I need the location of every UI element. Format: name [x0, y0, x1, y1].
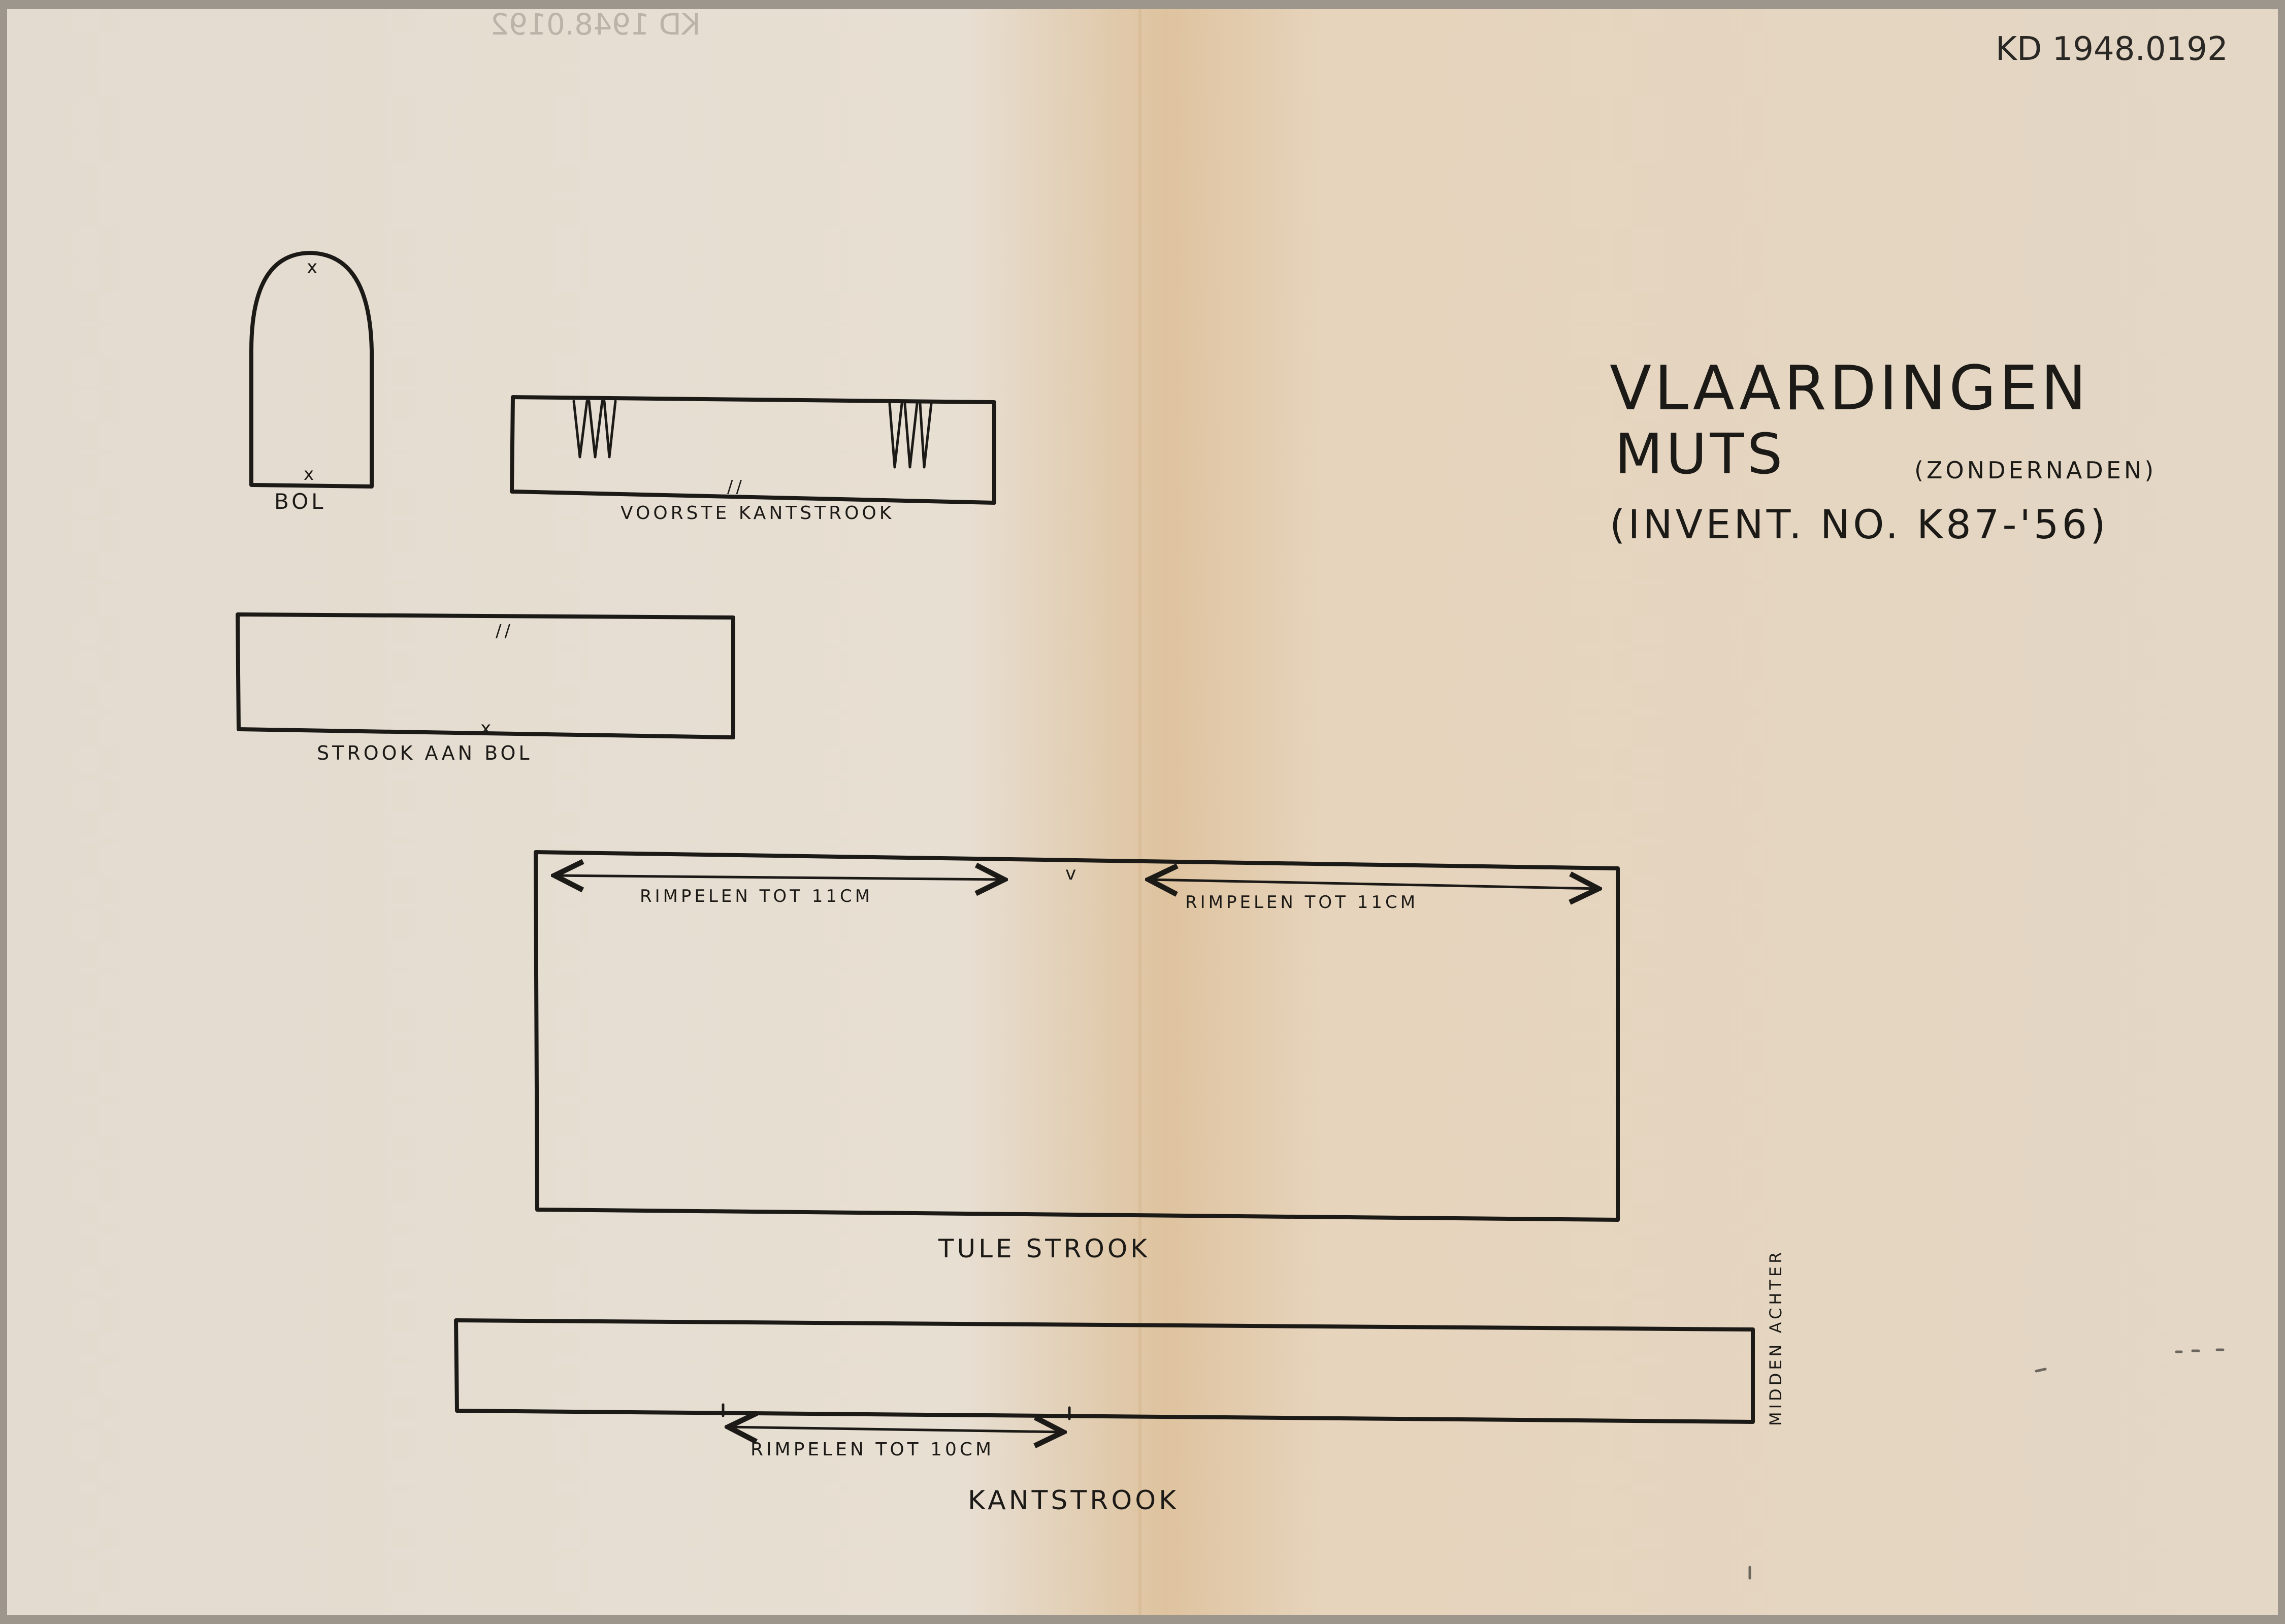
bol-mark-bottom: x [304, 464, 317, 484]
inventory-number: (INVENT. NO. K87-'56) [1610, 502, 2109, 548]
kantstrook-label: KANTSTROOK [968, 1485, 1180, 1516]
strook-aan-bol-label: STROOK AAN BOL [317, 742, 533, 764]
bol-label: BOL [274, 489, 327, 514]
tule-strook-mark: v [1065, 863, 1080, 884]
strook-aan-bol-mark-bottom: x [480, 718, 495, 739]
bol-mark-top: x [307, 257, 321, 278]
tule-strook-label: TULE STROOK [938, 1234, 1151, 1263]
gather-label-left: RIMPELEN TOT 11CM [640, 886, 873, 906]
paper-background [7, 9, 2278, 1615]
voorste-kantstrook-mark: // [727, 477, 745, 497]
strook-aan-bol-mark-top: // [496, 621, 513, 641]
voorste-kantstrook-label: VOORSTE KANTSTROOK [621, 503, 895, 524]
note-zonder-naden: (ZONDERNADEN) [1914, 457, 2157, 484]
title-muts: MUTS [1615, 421, 1786, 486]
catalog-number: KD 1948.0192 [1996, 30, 2228, 68]
gather-label-kantstrook: RIMPELEN TOT 10CM [750, 1439, 995, 1460]
title-vlaardingen: VLAARDINGEN [1610, 353, 2090, 424]
gather-label-right: RIMPELEN TOT 11CM [1185, 892, 1419, 913]
mirrored-catalog-number: KD 1948.0192 [490, 7, 701, 42]
side-note-midden-achter: MIDDEN ACHTER [1766, 1249, 1785, 1426]
